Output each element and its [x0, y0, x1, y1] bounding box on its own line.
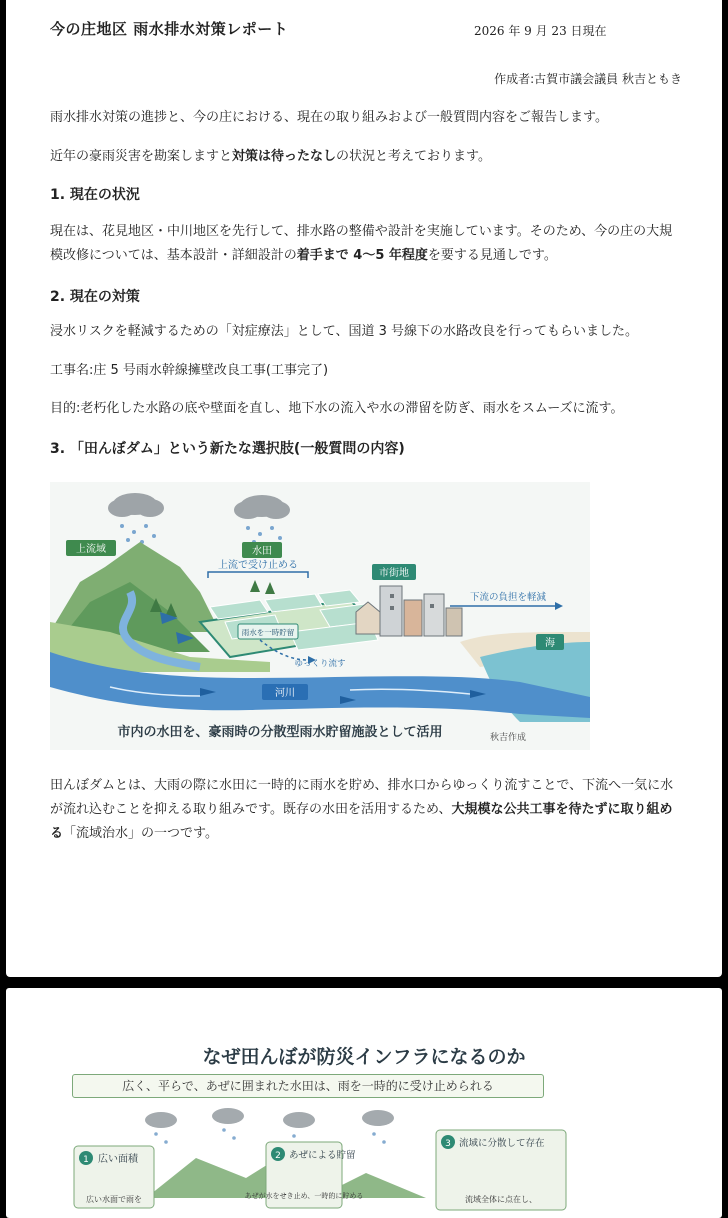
section-3-body — [50, 774, 682, 846]
label-city: 市街地 — [379, 568, 409, 579]
intro-emphasis: 対策は待ったなし — [232, 149, 337, 164]
section-3-text-end: 「流域治水」の一つです。 — [63, 826, 218, 841]
label-slow-release: ゆっくり流す — [294, 659, 346, 669]
paddy-dam-illustration — [50, 482, 590, 750]
section-1-heading: 1. 現在の状況 — [50, 187, 140, 203]
label-temporary-storage: 雨水を一時貯留 — [241, 628, 295, 637]
report-date: 2026 年 9 月 23 日現在 — [474, 24, 607, 38]
section-3-text: 田んぼダムとは、大雨の際に水田に一時的に雨水を貯め、排水口からゆっくり流すことで、下流へ一気に水が流れ込むことを抑える取り組みです。既存の水田を活用するため、 — [50, 778, 674, 817]
label-upstream: 上流域 — [76, 544, 106, 555]
item-2-label: あぜによる貯留 — [289, 1150, 356, 1161]
item-1-number: 1 — [83, 1155, 89, 1165]
page-2-banner: 広く、平らで、あぜに囲まれた水田は、雨を一時的に受け止められる — [72, 1074, 544, 1098]
report-page-1 — [6, 0, 722, 977]
page-2-illustration — [6, 1098, 722, 1218]
item-1-label: 広い面積 — [98, 1154, 138, 1165]
item-1-sub: 広い水面で雨を — [86, 1195, 142, 1204]
section-1-body — [50, 220, 682, 268]
intro-paragraph-2 — [50, 145, 682, 169]
author-line: 作成者:古賀市議会議員 秋吉ともき — [494, 72, 682, 86]
figure-credit: 秋吉作成 — [490, 733, 527, 743]
section-3-heading: 3. 「田んぼダム」という新たな選択肢(一般質問の内容) — [50, 441, 405, 457]
item-3-sub: 流域全体に点在し、 — [465, 1195, 537, 1204]
section-2-heading: 2. 現在の対策 — [50, 289, 140, 305]
section-1-text: 現在は、花見地区・中川地区を先行して、排水路の整備や設計を実施しています。そのため、今の庄の大規模改修については、基本設計・詳細設計の — [50, 224, 673, 263]
page-2-title: なぜ田んぼが防災インフラになるのか — [202, 1046, 526, 1068]
label-paddy: 水田 — [252, 546, 272, 557]
section-2-body-1: 浸水リスクを軽減するための「対症療法」として、国道 3 号線下の水路改良を行ってもらいました。 — [50, 324, 639, 339]
label-catch-upstream: 上流で受け止める — [218, 560, 298, 571]
label-reduce-downstream: 下流の負担を軽減 — [469, 592, 547, 603]
intro-text-end: の状況と考えております。 — [336, 149, 491, 164]
report-page-2 — [6, 988, 722, 1218]
item-3-number: 3 — [445, 1139, 451, 1149]
figure-caption: 市内の水田を、豪雨時の分散型雨水貯留施設として活用 — [117, 725, 443, 740]
section-2-body-3: 目的:老朽化した水路の底や壁面を直し、地下水の流入や水の滞留を防ぎ、雨水をスムーズに流す。 — [50, 401, 624, 416]
intro-paragraph-1: 雨水排水対策の進捗と、今の庄における、現在の取り組みおよび一般質問内容をご報告します。 — [50, 110, 608, 125]
intro-text: 近年の豪雨災害を勘案しますと — [50, 149, 233, 164]
section-1-emphasis: 着手まで 4〜5 年程度 — [296, 248, 428, 263]
item-2-sub: あぜが水をせき止め、一時的に貯める — [244, 1192, 364, 1200]
label-sea: 海 — [545, 638, 555, 649]
item-2-number: 2 — [275, 1151, 281, 1161]
page-title: 今の庄地区 雨水排水対策レポート — [50, 20, 289, 38]
section-2-body-2: 工事名:庄 5 号雨水幹線擁壁改良工事(工事完了) — [50, 363, 329, 378]
label-river: 河川 — [275, 688, 295, 699]
item-3-label: 流域に分散して存在 — [459, 1138, 545, 1149]
section-3-emphasis: 大規模な公共工事を待たずに取り組める — [50, 802, 673, 841]
section-1-text-end: を要する見通しです。 — [427, 248, 557, 263]
